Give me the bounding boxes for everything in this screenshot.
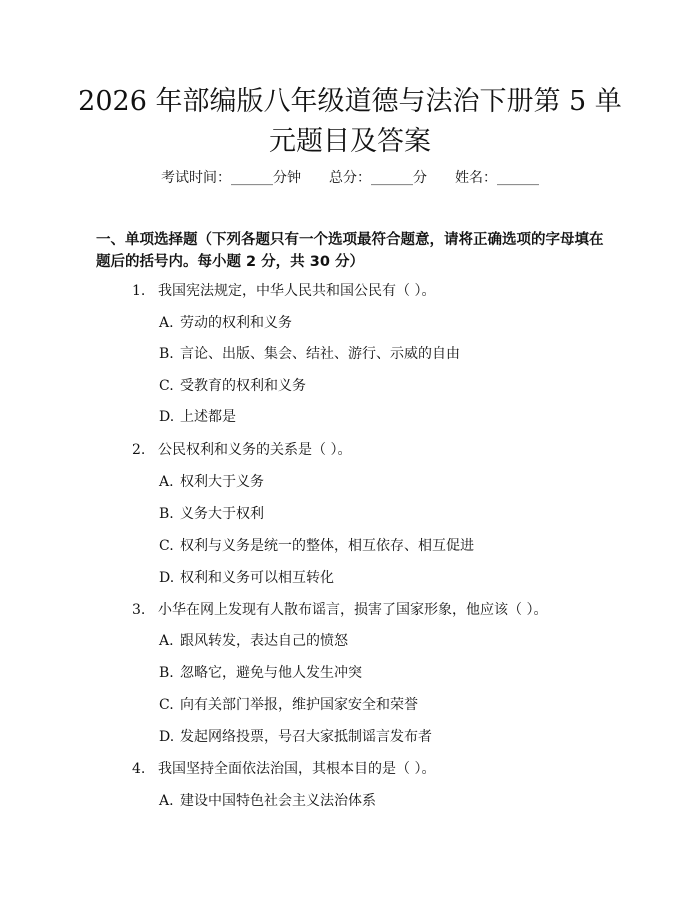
- question-4: [132, 759, 435, 779]
- option-letter: B.: [159, 506, 174, 522]
- option-text: 权利与义务是统一的整体，相互依存、相互促进: [180, 538, 474, 554]
- student-name-field: 姓名：______: [455, 170, 539, 186]
- option-text: 忽略它，避免与他人发生冲突: [180, 665, 362, 681]
- page-title: 2026 年部编版八年级道德与法治下册第 5 单元题目及答案: [78, 86, 622, 157]
- option-3d: [159, 727, 432, 747]
- option-text: 言论、出版、集会、结社、游行、示威的自由: [180, 346, 460, 362]
- option-letter: C.: [159, 697, 174, 713]
- option-text: 劳动的权利和义务: [180, 315, 292, 331]
- option-3b: [159, 663, 362, 683]
- option-letter: D.: [159, 409, 175, 425]
- option-text: 权利大于义务: [180, 474, 264, 490]
- question-3: [132, 600, 547, 620]
- question-number: 3.: [132, 602, 146, 618]
- exam-time-field: 考试时间：______分钟: [161, 170, 301, 186]
- question-number: 2.: [132, 442, 146, 458]
- option-letter: D.: [159, 729, 175, 745]
- option-2d: [159, 568, 334, 588]
- option-letter: C.: [159, 378, 174, 394]
- total-score-field: 总分：______分: [329, 170, 427, 186]
- option-text: 权利和义务可以相互转化: [180, 570, 334, 586]
- question-1: [132, 281, 435, 301]
- section-heading: 一、单项选择题（下列各题只有一个选项最符合题意，请将正确选项的字母填在题后的括号内。每小题 2 分，共 30 分）: [96, 232, 604, 270]
- option-letter: A.: [159, 793, 174, 809]
- option-2a: [159, 472, 264, 492]
- question-number: 1.: [132, 283, 146, 299]
- option-4a: [159, 791, 376, 811]
- option-text: 受教育的权利和义务: [180, 378, 306, 394]
- option-text: 向有关部门举报，维护国家安全和荣誉: [180, 697, 418, 713]
- option-letter: A.: [159, 474, 174, 490]
- option-letter: B.: [159, 665, 174, 681]
- question-text: 小华在网上发现有人散布谣言，损害了国家形象，他应该（ ）。: [158, 602, 548, 618]
- option-letter: A.: [159, 633, 174, 649]
- option-1c: [159, 376, 306, 396]
- question-2: [132, 440, 351, 460]
- option-text: 发起网络投票，号召大家抵制谣言发布者: [180, 729, 432, 745]
- question-text: 公民权利和义务的关系是（ ）。: [158, 442, 352, 458]
- option-text: 上述都是: [180, 409, 236, 425]
- question-text: 我国宪法规定，中华人民共和国公民有（ ）。: [158, 283, 436, 299]
- option-2c: [159, 536, 474, 556]
- option-2b: [159, 504, 264, 524]
- option-letter: B.: [159, 346, 174, 362]
- option-text: 义务大于权利: [180, 506, 264, 522]
- option-text: 建设中国特色社会主义法治体系: [180, 793, 376, 809]
- option-text: 跟风转发，表达自己的愤怒: [180, 633, 348, 649]
- option-1b: [159, 344, 460, 364]
- option-1a: [159, 313, 292, 333]
- option-letter: A.: [159, 315, 174, 331]
- option-letter: C.: [159, 538, 174, 554]
- question-number: 4.: [132, 761, 146, 777]
- option-letter: D.: [159, 570, 175, 586]
- option-3a: [159, 631, 348, 651]
- exam-info-line: [0, 168, 700, 188]
- option-1d: [159, 407, 236, 427]
- question-text: 我国坚持全面依法治国，其根本目的是（ ）。: [158, 761, 436, 777]
- option-3c: [159, 695, 418, 715]
